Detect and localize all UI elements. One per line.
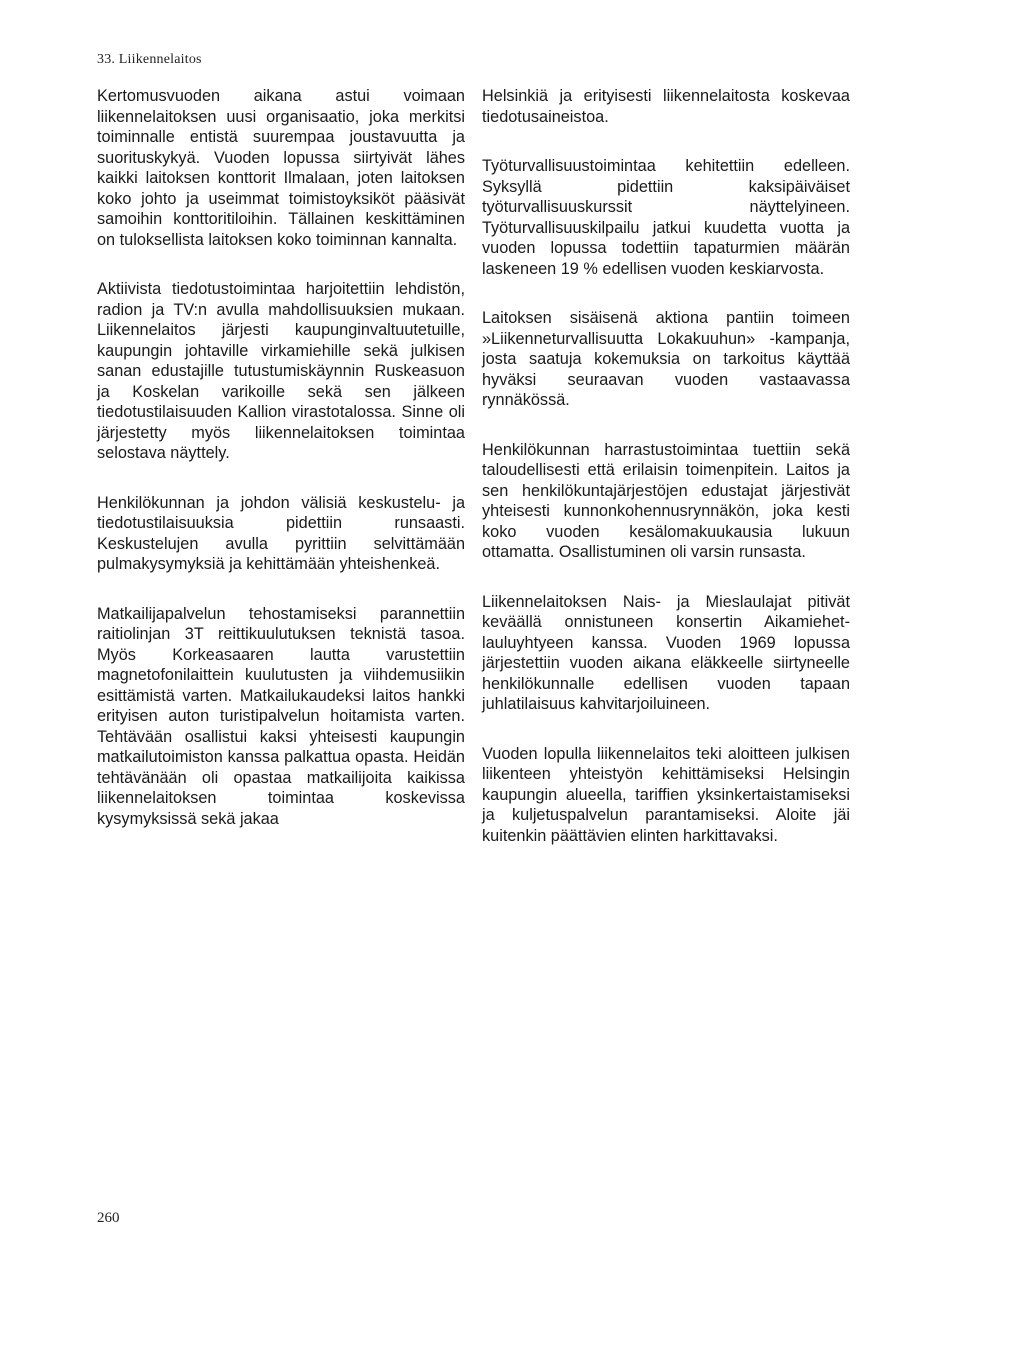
left-column	[97, 86, 465, 858]
right-column	[482, 86, 850, 875]
paragraph: Työturvallisuustoimintaa kehitettiin edelleen. Syksyllä pidettiin kaksipäiväiset työturvallisuuskurssit näyttelyineen. Työturvallisuuskilpailu jatkui kuudetta vuotta ja vuoden lopussa todettiin tapaturmien määrän laskeneen 19 % edellisen vuoden keskiarvosta.	[482, 157, 850, 278]
running-head: 33. Liikennelaitos	[97, 52, 202, 67]
paragraph: Vuoden lopulla liikennelaitos teki aloitteen julkisen liikenteen yhteistyön kehittämiseksi Helsingin kaupungin alueella, tariffien yksinkertaistamiseksi ja kuljetuspalvelun parantamiseksi. Aloite jäi kuitenkin päättävien elinten harkittavaksi.	[482, 744, 850, 845]
paragraph: Matkailijapalvelun tehostamiseksi parannettiin raitiolinjan 3T reittikuulutuksen teknistä tasoa. Myös Korkeasaaren lautta varustettiin magnetofonilaittein kuulutusten ja viihdemusiikin esittämistä varten. Matkailukaudeksi laitos hankki erityisen auton turistipalvelun hoitamista varten. Tehtävään osallistui kaksi yhteisesti kaupungin matkailutoimiston kanssa palkattua opasta. Heidän tehtävänään oli opastaa matkailijoita kaikissa liikennelaitoksen toimintaa koskevissa kysymyksissä sekä jakaa	[97, 604, 465, 828]
paragraph: Henkilökunnan ja johdon välisiä keskustelu- ja tiedotustilaisuuksia pidettiin runsaasti. Keskustelujen avulla pyrittiin selvittämään pulmakysymyksiä ja kehittämään yhteishenkeä.	[97, 493, 465, 573]
paragraph: Aktiivista tiedotustoimintaa harjoitettiin lehdistön, radion ja TV:n avulla mahdollisuuksien mukaan. Liikennelaitos järjesti kaupunginvaltuutetuille, kaupungin johtaville virkamiehille sekä julkisen sanan edustajille tutustumiskäynnin Ruskeasuon ja Koskelan varikoille sekä sen jälkeen tiedotustilaisuuden Kallion virastotalossa. Sinne oli järjestetty myös liikennelaitoksen toimintaa selostava näyttely.	[97, 280, 465, 462]
paragraph: Kertomusvuoden aikana astui voimaan liikennelaitoksen uusi organisaatio, joka merkitsi toiminnalle entistä suurempaa joustavuutta ja suorituskykyä. Vuoden lopussa siirtyivät lähes kaikki laitoksen konttorit Ilmalaan, joten laitoksen koko johto ja useimmat toimistoyksiköt pääsivät samoihin konttoritiloihin. Tällainen keskittäminen on tuloksellista laitoksen koko toiminnan kannalta.	[97, 87, 465, 249]
page-number: 260	[97, 1210, 120, 1226]
paragraph: Helsinkiä ja erityisesti liikennelaitosta koskevaa tiedotusaineistoa.	[482, 87, 850, 126]
paragraph: Liikennelaitoksen Nais- ja Mieslaulajat pitivät keväällä onnistuneen konsertin Aikamiehet-lauluyhtyeen kanssa. Vuoden 1969 lopussa järjestettiin vuoden aikana eläkkeelle siirtyneelle henkilökunnalle edellisen vuoden tapaan juhlatilaisuus kahvitarjoiluineen.	[482, 592, 850, 713]
paragraph: Laitoksen sisäisenä aktiona pantiin toimeen »Liikenneturvallisuutta Lokakuuhun» -kampanja, josta saatuja kokemuksia on tarkoitus käyttää hyväksi seuraavan vuoden vastaavassa rynnäkössä.	[482, 309, 850, 409]
paragraph: Henkilökunnan harrastustoimintaa tuettiin sekä taloudellisesti että erilaisin toimenpitein. Laitos ja sen henkilökuntajärjestöjen edustajat järjestivät yhteisesti kunnonkohennusrynnäkön, joka kesti koko vuoden kesälomakuukausia lukuun ottamatta. Osallistuminen oli varsin runsasta.	[482, 440, 850, 561]
